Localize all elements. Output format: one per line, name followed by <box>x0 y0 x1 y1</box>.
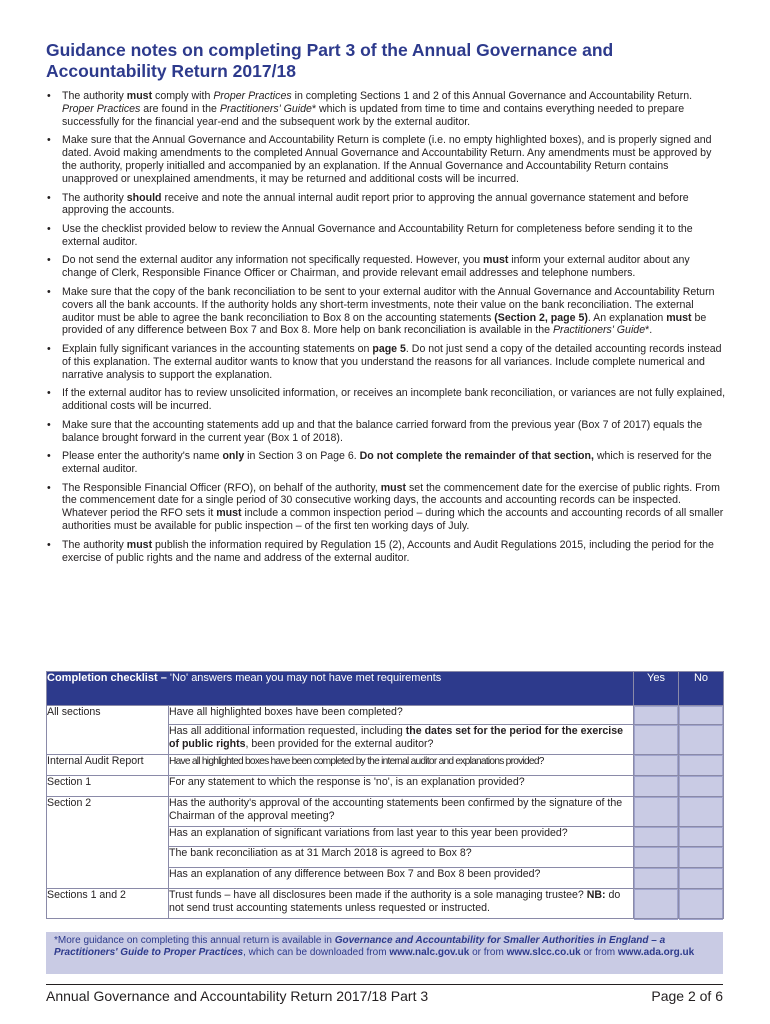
page-footer <box>46 984 723 1005</box>
guidance-item: • The authority must comply with Proper Practices in completing Sections 1 and 2 of this Annual Governance and Accountability Return. Proper Practices are found in the Practitioners' Guide* which is updated from time to time and contains everything needed to prepare successfully for the financial year-end and the subsequent work by the external auditor. <box>46 90 726 129</box>
checklist-question: For any statement to which the response is 'no', is an explanation provided? <box>169 776 634 797</box>
checklist-question: Has an explanation of significant variations from last year to this year been provided? <box>169 827 634 847</box>
guidance-item: • The Responsible Financial Officer (RFO), on behalf of the authority, must set the commencement date for the exercise of public rights. From the commencement date for a single period of 30 consecutive working days, the accounts and accounting records can be inspected. Whatever period the RFO sets it must include a common inspection period – during which the accounts and accounting records of all smaller authorities must be available for public inspection – of the first ten working days of July. <box>46 482 726 534</box>
yes-checkbox[interactable] <box>634 889 679 919</box>
no-checkbox[interactable] <box>679 797 724 827</box>
guidance-item: • Please enter the authority's name only in Section 3 on Page 6. Do not complete the remainder of that section, which is reserved for the external auditor. <box>46 450 726 476</box>
slcc-link[interactable]: www.slcc.co.uk <box>506 947 581 959</box>
no-checkbox[interactable] <box>679 755 724 776</box>
table-row <box>47 776 724 797</box>
yes-checkbox[interactable] <box>634 755 679 776</box>
guidance-item: • Explain fully significant variances in the accounting statements on page 5. Do not just send a copy of the detailed accounting records instead of this explanation. The external auditor wants to know that you understand the reasons for all variances. Include complete numerical and narrative analysis to support the explanation. <box>46 343 726 382</box>
table-row <box>47 706 724 725</box>
checklist-question: Trust funds – have all disclosures been made if the authority is a sole managing trustee? NB: do not send trust accounting statements unless requested or instructed. <box>169 889 634 919</box>
ada-link[interactable]: www.ada.org.uk <box>617 947 695 959</box>
no-checkbox[interactable] <box>679 847 724 868</box>
checklist-question: Have all highlighted boxes have been completed? <box>169 706 634 725</box>
section-label: Sections 1 and 2 <box>47 889 169 919</box>
guidance-item: • The authority should receive and note the annual internal audit report prior to approving the annual governance statement and before approving the accounts. <box>46 192 726 218</box>
guidance-footnote: *More guidance on completing this annual return is available in Governance and Accountability for Smaller Authorities in England – a Practitioners' Guide to Proper Practices, which can be downloaded from www.nalc.gov.uk or from www.slcc.co.uk or from www.ada.org.uk <box>46 932 723 974</box>
yes-checkbox[interactable] <box>634 725 679 755</box>
table-row <box>47 889 724 919</box>
footer-document-title: Annual Governance and Accountability Return 2017/18 Part 3 <box>46 988 429 1004</box>
section-label: Section 2 <box>47 797 169 889</box>
page-title-line-1: Guidance notes on completing Part 3 of the Annual Governance and <box>46 40 614 60</box>
guidance-item: • Do not send the external auditor any information not specifically requested. However, you must inform your external auditor about any change of Clerk, Responsible Finance Officer or Chairman, and provide relevant email addresses and telephone numbers. <box>46 254 726 280</box>
guidance-item: • Make sure that the copy of the bank reconciliation to be sent to your external auditor with the Annual Governance and Accountability Return covers all the bank accounts. If the authority holds any short-term investments, note their value on the bank reconciliation. The external auditor must be able to agree the bank reconciliation to Box 8 on the accounting statements (Section 2, page 5). An explanation must be provided of any difference between Box 7 and Box 8. More help on bank reconciliation is available in the Practitioners' Guide*. <box>46 286 726 338</box>
guidance-item: • If the external auditor has to review unsolicited information, or receives an incomplete bank reconciliation, or variances are not fully explained, additional costs will be incurred. <box>46 387 726 413</box>
no-checkbox[interactable] <box>679 725 724 755</box>
yes-checkbox[interactable] <box>634 827 679 847</box>
checklist-question: Has an explanation of any difference between Box 7 and Box 8 been provided? <box>169 868 634 889</box>
yes-checkbox[interactable] <box>634 847 679 868</box>
checklist-question: Has all additional information requested, including the dates set for the period for the exercise of public rights, been provided for the external auditor? <box>169 725 634 755</box>
guidance-item: • Make sure that the accounting statements add up and that the balance carried forward from the previous year (Box 7 of 2017) equals the balance brought forward in the current year (Box 1 of 2018). <box>46 419 726 445</box>
nalc-link[interactable]: www.nalc.gov.uk <box>389 947 470 959</box>
table-row <box>47 797 724 827</box>
guidance-item: • The authority must publish the information required by Regulation 15 (2), Accounts and Audit Regulations 2015, including the period for the exercise of public rights and the name and address of the external auditor. <box>46 539 726 565</box>
checklist-header <box>47 672 724 706</box>
guidance-item: • Use the checklist provided below to review the Annual Governance and Accountability Return for completeness before sending it to the external auditor. <box>46 223 726 249</box>
table-row <box>47 755 724 776</box>
no-checkbox[interactable] <box>679 868 724 889</box>
no-checkbox[interactable] <box>679 706 724 725</box>
checklist-question: The bank reconciliation as at 31 March 2018 is agreed to Box 8? <box>169 847 634 868</box>
no-column-header: No <box>679 672 724 706</box>
yes-checkbox[interactable] <box>634 868 679 889</box>
page-title-line-2: Accountability Return 2017/18 <box>46 61 296 81</box>
yes-checkbox[interactable] <box>634 706 679 725</box>
section-label: Section 1 <box>47 776 169 797</box>
no-checkbox[interactable] <box>679 776 724 797</box>
section-label: Internal Audit Report <box>47 755 169 776</box>
yes-checkbox[interactable] <box>634 776 679 797</box>
checklist-question: Has the authority's approval of the accounting statements been confirmed by the signature of the Chairman of the approval meeting? <box>169 797 634 827</box>
no-checkbox[interactable] <box>679 827 724 847</box>
completion-checklist <box>46 671 724 919</box>
page-number: Page 2 of 6 <box>651 988 723 1004</box>
checklist-title: Completion checklist – 'No' answers mean you may not have met requirements <box>47 672 634 706</box>
guidance-item: • Make sure that the Annual Governance and Accountability Return is complete (i.e. no empty highlighted boxes), and is properly signed and dated. Avoid making amendments to the completed Annual Governance and Accountability Return. Any amendments must be approved by the authority, properly initialled and accompanied by an explanation. If the Annual Governance and Accountability Return contains unapproved or unexplained amendments, it may be returned and additional costs will be incurred. <box>46 134 726 186</box>
section-label: All sections <box>47 706 169 755</box>
no-checkbox[interactable] <box>679 889 724 919</box>
page-title <box>46 40 726 82</box>
yes-column-header: Yes <box>634 672 679 706</box>
yes-checkbox[interactable] <box>634 797 679 827</box>
guidance-list <box>46 90 726 570</box>
checklist-question: Have all highlighted boxes have been completed by the internal auditor and explanations provided? <box>169 755 634 776</box>
